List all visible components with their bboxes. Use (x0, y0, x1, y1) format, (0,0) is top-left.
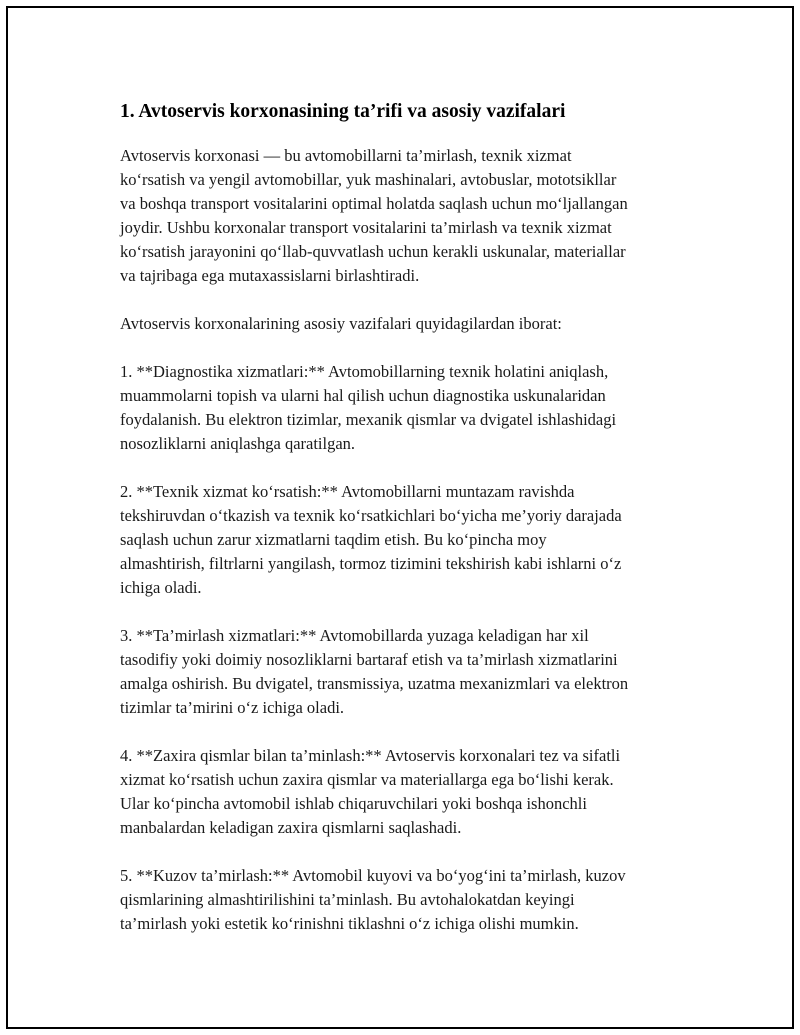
document-body (120, 100, 720, 960)
text-line: nosozliklarni aniqlashga qaratilgan. (120, 434, 356, 453)
task-maintenance-paragraph (120, 480, 720, 600)
section-heading: 1. Avtoservis korxonasining ta’rifi va asosiy vazifalari (120, 101, 566, 122)
text-line: foydalanish. Bu elektron tizimlar, mexanik qismlar va dvigatel ishlashidagi (120, 410, 617, 429)
task-repair-paragraph (120, 624, 720, 720)
text-line: Avtoservis korxonalarining asosiy vazifalari quyidagilardan iborat: (120, 314, 562, 333)
text-line: ko‘rsatish va yengil avtomobillar, yuk mashinalari, avtobuslar, mototsikllar (120, 170, 617, 189)
text-line: manbalardan keladigan zaxira qismlarni saqlashadi. (120, 818, 462, 837)
text-line: 5. **Kuzov ta’mirlash:** Avtomobil kuyovi va bo‘yog‘ini ta’mirlash, kuzov (120, 866, 626, 885)
text-line: ta’mirlash yoki estetik ko‘rinishni tiklashni o‘z ichiga olishi mumkin. (120, 914, 579, 933)
text-line: xizmat ko‘rsatish uchun zaxira qismlar va materiallarga ega bo‘lishi kerak. (120, 770, 614, 789)
text-line: saqlash uchun zarur xizmatlarni taqdim etish. Bu ko‘pincha moy (120, 530, 547, 549)
text-line: tasodifiy yoki doimiy nosozliklarni bartaraf etish va ta’mirlash xizmatlarini (120, 650, 618, 669)
text-line: ko‘rsatish jarayonini qo‘llab-quvvatlash uchun kerakli uskunalar, materiallar (120, 242, 626, 261)
text-line: Ular ko‘pincha avtomobil ishlab chiqaruvchilari yoki boshqa ishonchli (120, 794, 587, 813)
paragraph-list (120, 144, 720, 936)
text-line: amalga oshirish. Bu dvigatel, transmissiya, uzatma mexanizmlari va elektron (120, 674, 629, 693)
text-line: 3. **Ta’mirlash xizmatlari:** Avtomobillarda yuzaga keladigan har xil (120, 626, 589, 645)
text-line: qismlarining almashtirilishini ta’minlash. Bu avtohalokatdan keyingi (120, 890, 575, 909)
text-line: tizimlar ta’mirini o‘z ichiga oladi. (120, 698, 345, 717)
task-diagnostics-paragraph (120, 360, 720, 456)
text-line: 4. **Zaxira qismlar bilan ta’minlash:** Avtoservis korxonalari tez va sifatli (120, 746, 621, 765)
text-line: Avtoservis korxonasi — bu avtomobillarni ta’mirlash, texnik xizmat (120, 146, 572, 165)
text-line: va tajribaga ega mutaxassislarni birlashtiradi. (120, 266, 420, 285)
text-line: joydir. Ushbu korxonalar transport vositalarini ta’mirlash va texnik xizmat (120, 218, 612, 237)
text-line: 2. **Texnik xizmat ko‘rsatish:** Avtomobillarni muntazam ravishda (120, 482, 575, 501)
text-line: va boshqa transport vositalarini optimal holatda saqlash uchun mo‘ljallangan (120, 194, 628, 213)
text-line: 1. **Diagnostika xizmatlari:** Avtomobillarning texnik holatini aniqlash, (120, 362, 609, 381)
text-line: ichiga oladi. (120, 578, 202, 597)
page-frame (6, 6, 794, 1029)
text-line: almashtirish, filtrlarni yangilash, tormoz tizimini tekshirish kabi ishlarni o‘z (120, 554, 622, 573)
task-spare-parts-paragraph (120, 744, 720, 840)
task-body-repair-paragraph (120, 864, 720, 936)
text-line: tekshiruvdan o‘tkazish va texnik ko‘rsatkichlari bo‘yicha me’yoriy darajada (120, 506, 622, 525)
tasks-intro-paragraph (120, 312, 720, 336)
text-line: muammolarni topish va ularni hal qilish uchun diagnostika uskunalaridan (120, 386, 606, 405)
intro-paragraph (120, 144, 720, 288)
